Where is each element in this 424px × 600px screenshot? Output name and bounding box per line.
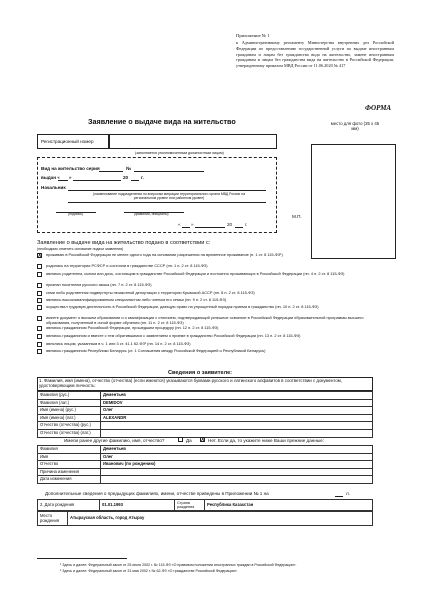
row-label: Фамилия: [38, 446, 101, 454]
basis-item-label: являлись лицом, указанным в ч. 1 или 3 ст. 41.1 62-ФЗ² (пп. 14 п. 2 ст. 8 115-ФЗ): [46, 341, 191, 346]
form-label: ФОРМА: [365, 104, 392, 112]
year-suffix: г.: [141, 175, 144, 180]
row-value[interactable]: DEMIDOV: [101, 399, 373, 407]
page-title: Заявление о выдаче вида на жительство: [88, 117, 236, 126]
row-label: Отчество (отчества) (лат.): [38, 429, 101, 437]
year-prefix: 20: [123, 175, 129, 180]
extra-info: Дополнительные сведения о предыдущих фамилиях, имени, отчестве приведены в Приложении № 1 на: [45, 491, 269, 496]
row-label: Имя (имена) (лат.): [38, 414, 101, 422]
sign-date-day[interactable]: [182, 227, 190, 228]
row-label: Имя: [38, 453, 101, 461]
basis-heading: Заявление о выдаче вида на жительство подано в соответствии с:: [37, 240, 211, 246]
table-row: [38, 399, 373, 407]
footnote-1: ¹ Здесь и далее: Федеральный закон от 25 июля 2002 г. № 115-ФЗ «О правовом положении иностранных граждан в Российской Федерации».: [60, 563, 297, 567]
basis-item-label: являюсь родителем, сыном или дочь, состоящим в гражданстве Российской Федерации и постоянно проживающих в Российской Федерации (пп. 4 п. 2 ст. 8 115-ФЗ): [46, 271, 345, 276]
changed-no-label: Нет. Если да, то укажите ниже Ваши прежние данные:: [208, 438, 325, 443]
table-row: [38, 468, 373, 476]
country-label: Страна рождения: [175, 500, 205, 511]
basis-checkbox[interactable]: [37, 334, 42, 339]
basis-checkbox[interactable]: [37, 264, 42, 269]
birthplace-table: [37, 511, 373, 526]
sign-date-close: »: [191, 222, 194, 227]
table-row: [38, 461, 373, 469]
vnzh-series-field[interactable]: [99, 171, 123, 172]
name-hint: (фамилия, инициалы): [134, 212, 169, 216]
basis-checkbox[interactable]: [37, 298, 42, 303]
sign-date-open: «: [178, 222, 181, 227]
row-value[interactable]: Дементьев: [101, 392, 373, 400]
row-value[interactable]: [101, 468, 373, 476]
signature-hint: (подпись): [68, 212, 84, 216]
place-value[interactable]: Атырауская область, город Атырау: [68, 512, 373, 526]
table-row: [38, 407, 373, 415]
row-label: Отчество: [38, 461, 101, 469]
extra-unit: л.: [346, 491, 350, 496]
vnzh-issued-day[interactable]: [58, 180, 68, 181]
table-row: [38, 392, 373, 400]
basis-item-label: являюсь гражданином Российской Федерации, прошедшим процедуру (пп. 12 п. 2 ст. 8 115-ФЗ): [46, 325, 219, 330]
chief-field[interactable]: [68, 190, 266, 191]
basis-item-label: имеете документ о высшем образовании и о квалификации с отличием, подтверждающий успешное освоение в Российской Федерации образовательной программы высшего образования, полученный в очной форме обучения (пп. 11 п. 2 ст. 8 115-ФЗ): [46, 315, 364, 325]
basis-checkbox[interactable]: [37, 291, 42, 296]
basis-checkbox[interactable]: [37, 326, 42, 331]
photo-label: место для фото (35 х 45 мм): [330, 121, 380, 132]
row-value[interactable]: Дементьев: [101, 446, 373, 454]
chief-label: Начальник: [41, 185, 66, 190]
changed-question: Имели ранее другие фамилию, имя, отчество?: [64, 438, 165, 443]
appendix-text: к Административному регламенту Министерства внутренних дел Российской Федерации по предоставлению государственной услуги по выдаче иностранным гражданам и лицам без гражданства вида на жительство, замене иностранным гражданам и лицам без гражданства вида на жительство в Российской Федерации, утвержденному приказом МВД России от 11.06.2020 № 417: [236, 40, 394, 69]
vnzh-issued-month[interactable]: [73, 180, 121, 181]
table-row: [38, 422, 373, 430]
vnzh-series-label: Вид на жительство серия: [41, 166, 100, 171]
basis-item-label: являюсь высококвалифицированным специалистом либо членом его семьи (пп. 9 п. 2 ст. 8 115-ФЗ): [46, 297, 227, 302]
row-label: Фамилия (лат.): [38, 399, 101, 407]
basis-checkbox[interactable]: [37, 272, 42, 277]
basis-hint: (необходимо отметить основание подачи заявления): [37, 247, 124, 251]
row-value[interactable]: Олег: [101, 407, 373, 415]
vnzh-issued-year[interactable]: [131, 180, 139, 181]
sign-year-suffix: г.: [245, 222, 248, 227]
basis-item-label: родилась на территории РСФСР и состояли в гражданстве СССР (пп. 1 п. 2 ст. 8 115-ФЗ): [46, 263, 208, 268]
footnote-2: ² Здесь и далее: Федеральный закон от 31 мая 2002 г. № 62-ФЗ «О гражданстве Российской Федерации».: [60, 569, 238, 573]
basis-item-label: признан носителем русского языка (пп. 7 п. 2 ст. 8 115-ФЗ): [46, 282, 152, 287]
table-row: [38, 453, 373, 461]
basis-checkbox[interactable]: [37, 342, 42, 347]
chief-hint: (наименование подразделения по вопросам миграции территориального органа МВД России на региональном уровне или районном уровне): [93, 192, 245, 201]
sign-date-month[interactable]: [195, 227, 225, 228]
chief-field-2[interactable]: [68, 202, 266, 203]
photo-placeholder: [311, 144, 396, 259]
changed-no-checkbox[interactable]: X: [201, 437, 205, 443]
vnzh-issued-label: выдан «: [41, 175, 60, 180]
previous-names-table: [37, 445, 373, 484]
row-value[interactable]: [101, 429, 373, 437]
row-value[interactable]: [101, 476, 373, 484]
basis-checkbox[interactable]: [37, 316, 42, 321]
registration-hint: (заполняется уполномоченным должностным лицом): [135, 151, 224, 155]
basis-item-label: семи либо родственник подвергнуты незаконной депортации с территории Крымской АССР (пп. 8 п. 2 ст. 8 115-ФЗ): [46, 290, 255, 295]
basis-checkbox[interactable]: [37, 349, 42, 354]
basis-item-label: проживаю в Российской Федерации не менее одного года на основании разрешения на временное проживание (п. 1 ст. 8 115-ФЗ¹): [46, 252, 283, 257]
vnzh-number-field[interactable]: [134, 171, 204, 172]
row-value[interactable]: ALEXANDR: [101, 414, 373, 422]
row-value[interactable]: [101, 422, 373, 430]
row-value[interactable]: Иванович (по рождению): [101, 461, 373, 469]
row-value[interactable]: Олег: [101, 453, 373, 461]
row-label: Причина изменения: [38, 468, 101, 476]
info-question-1: 1. Фамилия, имя (имена), отчество (отчества) (если имеются) указываются буквами русского и латинского алфавитов в соответствии с документом, удостоверяющим личность:: [39, 378, 343, 389]
stamp-label: М.П.: [292, 214, 302, 219]
quote-close: »: [69, 175, 72, 180]
sign-year-prefix: 20: [227, 222, 233, 227]
name-table: [37, 391, 373, 438]
row-label: Фамилия (рус.): [38, 392, 101, 400]
registration-number-field[interactable]: [108, 134, 110, 149]
basis-checkbox[interactable]: X: [38, 253, 42, 259]
registration-label: Регистрационный номер: [41, 139, 94, 144]
country-value[interactable]: Республика Казахстан: [205, 500, 373, 511]
basis-checkbox[interactable]: [37, 305, 42, 310]
changed-yes-checkbox[interactable]: [178, 437, 183, 442]
row-label: Дата изменения: [38, 476, 101, 484]
footnote-divider: [37, 558, 127, 559]
info-heading: Сведения о заявителе:: [168, 370, 233, 376]
changed-yes-label: Да: [186, 438, 192, 443]
table-row: [38, 414, 373, 422]
table-row: [38, 476, 373, 484]
birth-date-value[interactable]: 01.01.1993: [100, 500, 175, 511]
birth-table: [37, 499, 373, 511]
row-label: Имя (имена) (рус.): [38, 407, 101, 415]
basis-item-label: осуществил трудовую деятельность в Российской Федерации, дающую право на упрощенный порядок приема в гражданство (пп. 10 п. 2 ст. 8 115-ФЗ): [46, 304, 319, 309]
row-label: Отчество (отчества) (рус.): [38, 422, 101, 430]
vnzh-number-label: №: [126, 166, 132, 171]
basis-item-label: являюсь гражданином и вместе с тем обратившимся с заявлением о приеме в гражданство Российской Федерации (пп. 13 п. 2 ст. 8 115-ФЗ): [46, 333, 301, 338]
birth-date-label: 2. Дата рождения: [38, 500, 100, 511]
appendix-title: Приложение № 1: [236, 33, 270, 38]
extra-pages-field[interactable]: [335, 496, 343, 497]
table-row: [38, 446, 373, 454]
basis-checkbox[interactable]: [37, 283, 42, 288]
sign-date-year[interactable]: [235, 227, 243, 228]
place-label: Место рождения: [38, 512, 68, 526]
table-row: [38, 429, 373, 437]
basis-item-label: являюсь гражданином Республики Беларусь (ст. 1 Соглашения между Российской Федерацией и Республикой Беларусь): [46, 348, 266, 353]
